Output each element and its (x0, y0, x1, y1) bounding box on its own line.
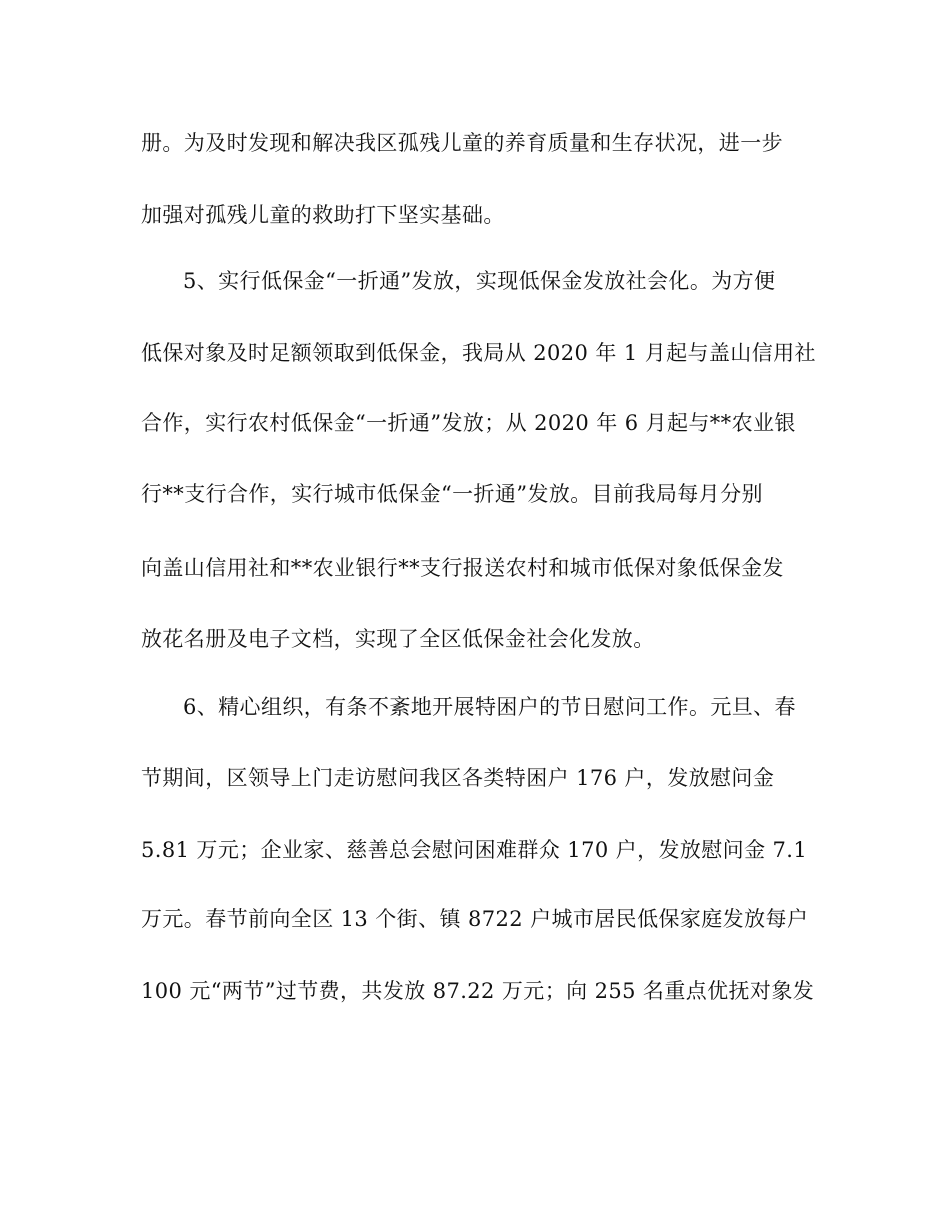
text-line: 放花名册及电子文档，实现了全区低保金社会化发放。 (141, 627, 655, 651)
text-line: 节期间，区领导上门走访慰问我区各类特困户 176 户，发放慰问金 (141, 766, 775, 790)
text-line: 合作，实行农村低保金“一折通”发放；从 2020 年 6 月起与**农业银 (141, 411, 796, 435)
text-line: 万元。春节前向全区 13 个街、镇 8722 户城市居民低保家庭发放每户 (141, 907, 809, 931)
text-line: 行**支行合作，实行城市低保金“一折通”发放。目前我局每月分别 (141, 482, 763, 506)
text-line: 5.81 万元；企业家、慈善总会慰问困难群众 170 户，发放慰问金 7.1 (141, 838, 808, 862)
text-line: 向盖山信用社和**农业银行**支行报送农村和城市低保对象低保金发 (141, 556, 784, 580)
text-line: 低保对象及时足额领取到低保金，我局从 2020 年 1 月起与盖山信用社 (141, 341, 816, 365)
paragraph-6-first-line: 6、精心组织，有条不紊地开展特困户的节日慰问工作。元旦、春 (183, 695, 796, 719)
text-line: 加强对孤残儿童的救助打下坚实基础。 (141, 203, 505, 227)
paragraph-5-first-line: 5、实行低保金“一折通”发放，实现低保金发放社会化。为方便 (183, 269, 776, 293)
text-line: 100 元“两节”过节费，共发放 87.22 万元；向 255 名重点优抚对象发 (141, 979, 815, 1003)
text-line: 册。为及时发现和解决我区孤残儿童的养育质量和生存状况，进一步 (141, 131, 783, 155)
